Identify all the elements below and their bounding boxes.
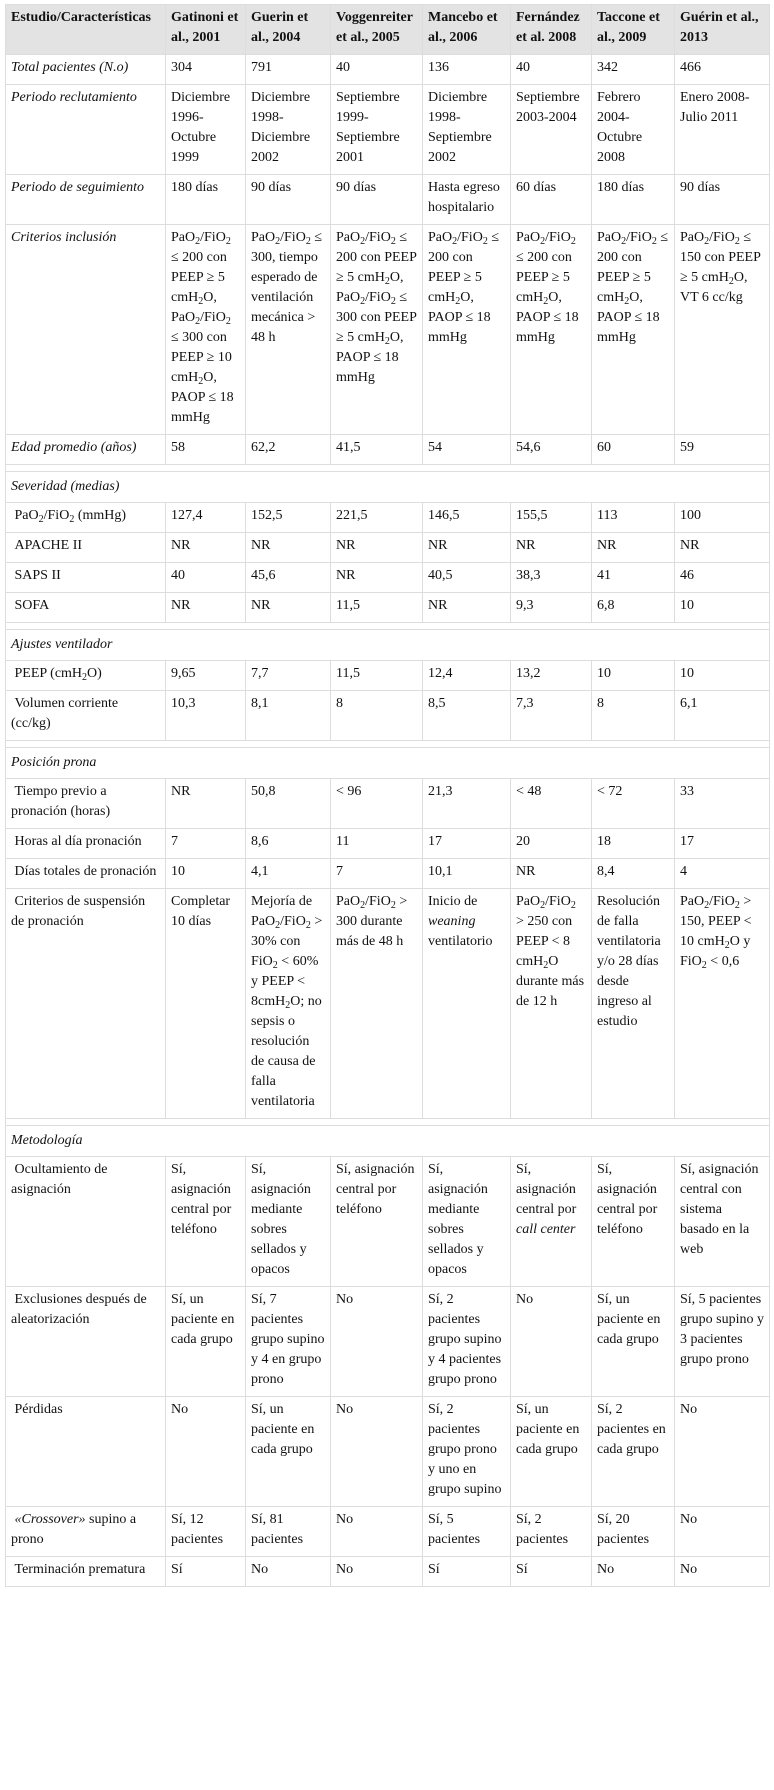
cell: 60 días: [511, 175, 592, 225]
cell: No: [246, 1557, 331, 1587]
cell: 7,3: [511, 691, 592, 741]
header-study: Guerin et al., 2004: [246, 5, 331, 55]
header-study: Mancebo et al., 2006: [423, 5, 511, 55]
cell: 10: [675, 593, 770, 623]
table-row-tidal-volume: [6, 691, 770, 741]
table-row-follow-up-period: [6, 175, 770, 225]
cell: < 48: [511, 779, 592, 829]
cell: 10,3: [166, 691, 246, 741]
section-header-methodology: [6, 1126, 770, 1157]
table-row-suspension-criteria: [6, 889, 770, 1119]
section-title: Ajustes ventilador: [6, 630, 770, 661]
table-row-pafi: [6, 503, 770, 533]
header-study: Voggenreiter et al., 2005: [331, 5, 423, 55]
cell: 180 días: [166, 175, 246, 225]
cell: 4: [675, 859, 770, 889]
cell: No: [675, 1397, 770, 1507]
cell: 40: [511, 55, 592, 85]
header-study: Fernández et al. 2008: [511, 5, 592, 55]
cell: Sí, asignación central por teléfono: [166, 1157, 246, 1287]
cell: No: [511, 1287, 592, 1397]
row-label: Días totales de pronación: [6, 859, 166, 889]
cell: Diciembre 1998-Septiembre 2002: [423, 85, 511, 175]
spacer-row: [6, 741, 770, 748]
cell: 18: [592, 829, 675, 859]
section-title: Severidad (medias): [6, 472, 770, 503]
row-label: Terminación prematura: [6, 1557, 166, 1587]
section-title: Metodología: [6, 1126, 770, 1157]
row-label: Criterios de suspensión de pronación: [6, 889, 166, 1119]
cell: Sí: [511, 1557, 592, 1587]
spacer-row: [6, 465, 770, 472]
cell: 12,4: [423, 661, 511, 691]
cell: NR: [331, 563, 423, 593]
cell: < 96: [331, 779, 423, 829]
cell: 10: [675, 661, 770, 691]
row-label: Horas al día pronación: [6, 829, 166, 859]
cell: 8,1: [246, 691, 331, 741]
table-row-inclusion-criteria: [6, 225, 770, 435]
spacer-row: [6, 623, 770, 630]
cell: PaO$_2$/FiO$_2$ ≤ 200 con PEEP ≥ 5 cmH$_2$O, PaO$_2$/FiO$_2$ ≤ 300 con PEEP ≥ 10 cmH$_2$O, PAOP ≤ 18 mmHg: [166, 225, 246, 435]
table-row-recruitment-period: [6, 85, 770, 175]
cell: 8: [331, 691, 423, 741]
cell: Sí, 5 pacientes: [423, 1507, 511, 1557]
cell: Sí, un paciente en cada grupo: [166, 1287, 246, 1397]
cell: NR: [166, 533, 246, 563]
cell: Completar 10 días: [166, 889, 246, 1119]
cell: Sí, un paciente en cada grupo: [511, 1397, 592, 1507]
section-header-prone-position: [6, 748, 770, 779]
cell: Enero 2008-Julio 2011: [675, 85, 770, 175]
cell: No: [592, 1557, 675, 1587]
cell: 90 días: [675, 175, 770, 225]
cell: Diciembre 1998-Diciembre 2002: [246, 85, 331, 175]
cell: NR: [331, 533, 423, 563]
cell: Inicio de weaning ventilatorio: [423, 889, 511, 1119]
cell: NR: [423, 533, 511, 563]
row-label: Tiempo previo a pronación (horas): [6, 779, 166, 829]
cell: 13,2: [511, 661, 592, 691]
cell: Hasta egreso hospitalario: [423, 175, 511, 225]
row-label: PaO$_2$/FiO$_2$ (mmHg): [6, 503, 166, 533]
cell: Sí, 2 pacientes en cada grupo: [592, 1397, 675, 1507]
cell: Sí, asignación central por teléfono: [331, 1157, 423, 1287]
cell: PaO$_2$/FiO$_2$ ≤ 300, tiempo esperado de ventilación mecánica > 48 h: [246, 225, 331, 435]
row-label: Edad promedio (años): [6, 435, 166, 465]
cell: 7: [166, 829, 246, 859]
table-row-apache: [6, 533, 770, 563]
cell: PaO$_2$/FiO$_2$ > 150, PEEP < 10 cmH$_2$O y FiO$_2$ < 0,6: [675, 889, 770, 1119]
section-header-ventilator-settings: [6, 630, 770, 661]
cell: Sí: [166, 1557, 246, 1587]
cell: PaO$_2$/FiO$_2$ ≤ 200 con PEEP ≥ 5 cmH$_2$O, PAOP ≤ 18 mmHg: [423, 225, 511, 435]
cell: No: [331, 1557, 423, 1587]
row-label: SAPS II: [6, 563, 166, 593]
cell: Sí, asignación mediante sobres sellados y opacos: [423, 1157, 511, 1287]
cell: 58: [166, 435, 246, 465]
cell: 10: [592, 661, 675, 691]
cell: No: [331, 1507, 423, 1557]
row-label: Periodo de seguimiento: [6, 175, 166, 225]
table-row-hours-per-day: [6, 829, 770, 859]
row-label: Volumen corriente (cc/kg): [6, 691, 166, 741]
table-row-crossover: [6, 1507, 770, 1557]
row-label: Criterios inclusión: [6, 225, 166, 435]
row-label: Ocultamiento de asignación: [6, 1157, 166, 1287]
cell: Sí, 2 pacientes grupo prono y uno en grupo supino: [423, 1397, 511, 1507]
table-row-losses: [6, 1397, 770, 1507]
cell: NR: [246, 593, 331, 623]
header-study: Gatinoni et al., 2001: [166, 5, 246, 55]
cell: NR: [423, 593, 511, 623]
cell: 180 días: [592, 175, 675, 225]
cell: NR: [246, 533, 331, 563]
row-label: Pérdidas: [6, 1397, 166, 1507]
cell: Septiembre 1999-Septiembre 2001: [331, 85, 423, 175]
cell: PaO$_2$/FiO$_2$ ≤ 150 con PEEP ≥ 5 cmH$_2$O, VT 6 cc/kg: [675, 225, 770, 435]
section-header-severity: [6, 472, 770, 503]
cell: 146,5: [423, 503, 511, 533]
row-label: SOFA: [6, 593, 166, 623]
cell: 60: [592, 435, 675, 465]
cell: No: [166, 1397, 246, 1507]
cell: 155,5: [511, 503, 592, 533]
cell: Sí, 2 pacientes grupo supino y 4 pacientes grupo prono: [423, 1287, 511, 1397]
cell: Sí, 81 pacientes: [246, 1507, 331, 1557]
cell: 59: [675, 435, 770, 465]
cell: 40: [331, 55, 423, 85]
table-row-total-days: [6, 859, 770, 889]
cell: 33: [675, 779, 770, 829]
cell: PaO$_2$/FiO$_2$ ≤ 200 con PEEP ≥ 5 cmH$_2$O, PAOP ≤ 18 mmHg: [511, 225, 592, 435]
cell: No: [331, 1287, 423, 1397]
cell: 4,1: [246, 859, 331, 889]
cell: 38,3: [511, 563, 592, 593]
cell: 62,2: [246, 435, 331, 465]
cell: Sí, asignación central por teléfono: [592, 1157, 675, 1287]
cell: 11,5: [331, 593, 423, 623]
cell: Sí, asignación central por call center: [511, 1157, 592, 1287]
cell: Sí, 20 pacientes: [592, 1507, 675, 1557]
cell: Mejoría de PaO$_2$/FiO$_2$ > 30% con FiO$_2$ < 60% y PEEP < 8cmH$_2$O; no sepsis o resolución de causa de falla ventilatoria: [246, 889, 331, 1119]
cell: No: [675, 1507, 770, 1557]
cell: 136: [423, 55, 511, 85]
row-label: APACHE II: [6, 533, 166, 563]
cell: Sí, asignación mediante sobres sellados y opacos: [246, 1157, 331, 1287]
table-row-mean-age: [6, 435, 770, 465]
table-row-saps: [6, 563, 770, 593]
cell: NR: [166, 779, 246, 829]
row-label: Exclusiones después de aleatorización: [6, 1287, 166, 1397]
cell: NR: [511, 859, 592, 889]
cell: 10,1: [423, 859, 511, 889]
cell: 54: [423, 435, 511, 465]
cell: No: [331, 1397, 423, 1507]
cell: 466: [675, 55, 770, 85]
row-label: PEEP (cmH$_2$O): [6, 661, 166, 691]
row-label: Periodo reclutamiento: [6, 85, 166, 175]
cell: 7,7: [246, 661, 331, 691]
cell: 113: [592, 503, 675, 533]
cell: 127,4: [166, 503, 246, 533]
cell: 17: [423, 829, 511, 859]
cell: 17: [675, 829, 770, 859]
cell: Septiembre 2003-2004: [511, 85, 592, 175]
cell: No: [675, 1557, 770, 1587]
cell: 221,5: [331, 503, 423, 533]
cell: 8,5: [423, 691, 511, 741]
cell: 40,5: [423, 563, 511, 593]
cell: 8,6: [246, 829, 331, 859]
cell: 11,5: [331, 661, 423, 691]
header-study: Taccone et al., 2009: [592, 5, 675, 55]
cell: Resolución de falla ventilatoria y/o 28 días desde ingreso al estudio: [592, 889, 675, 1119]
cell: PaO$_2$/FiO$_2$ > 250 con PEEP < 8 cmH$_2$O durante más de 12 h: [511, 889, 592, 1119]
row-label: Total pacientes (N.o): [6, 55, 166, 85]
table-row-exclusions: [6, 1287, 770, 1397]
cell: Sí, un paciente en cada grupo: [592, 1287, 675, 1397]
cell: Sí, asignación central con sistema basado en la web: [675, 1157, 770, 1287]
header-characteristics: Estudio/Características: [6, 5, 166, 55]
cell: NR: [592, 533, 675, 563]
cell: 9,3: [511, 593, 592, 623]
cell: 8,4: [592, 859, 675, 889]
cell: 342: [592, 55, 675, 85]
table-row-total-patients: [6, 55, 770, 85]
cell: NR: [675, 533, 770, 563]
table-row-peep: [6, 661, 770, 691]
cell: Diciembre 1996-Octubre 1999: [166, 85, 246, 175]
cell: PaO$_2$/FiO$_2$ ≤ 200 con PEEP ≥ 5 cmH$_2$O, PAOP ≤ 18 mmHg: [592, 225, 675, 435]
cell: 50,8: [246, 779, 331, 829]
cell: 41: [592, 563, 675, 593]
section-title: Posición prona: [6, 748, 770, 779]
cell: 8: [592, 691, 675, 741]
cell: PaO$_2$/FiO$_2$ > 300 durante más de 48 h: [331, 889, 423, 1119]
cell: 45,6: [246, 563, 331, 593]
cell: NR: [166, 593, 246, 623]
cell: Sí, 2 pacientes: [511, 1507, 592, 1557]
cell: 90 días: [331, 175, 423, 225]
cell: Sí, 5 pacientes grupo supino y 3 pacientes grupo prono: [675, 1287, 770, 1397]
table-row-sofa: [6, 593, 770, 623]
cell: 40: [166, 563, 246, 593]
cell: Sí: [423, 1557, 511, 1587]
cell: 152,5: [246, 503, 331, 533]
cell: Sí, 12 pacientes: [166, 1507, 246, 1557]
cell: 9,65: [166, 661, 246, 691]
cell: 6,1: [675, 691, 770, 741]
cell: Sí, 7 pacientes grupo supino y 4 en grupo prono: [246, 1287, 331, 1397]
cell: 100: [675, 503, 770, 533]
cell: Febrero 2004-Octubre 2008: [592, 85, 675, 175]
cell: < 72: [592, 779, 675, 829]
cell: Sí, un paciente en cada grupo: [246, 1397, 331, 1507]
cell: PaO$_2$/FiO$_2$ ≤ 200 con PEEP ≥ 5 cmH$_2$O, PaO$_2$/FiO$_2$ ≤ 300 con PEEP ≥ 5 cmH$_2$O, PAOP ≤ 18 mmHg: [331, 225, 423, 435]
cell: 21,3: [423, 779, 511, 829]
cell: 791: [246, 55, 331, 85]
table-row-allocation-concealment: [6, 1157, 770, 1287]
row-label: «Crossover» supino a prono: [6, 1507, 166, 1557]
cell: NR: [511, 533, 592, 563]
spacer-row: [6, 1119, 770, 1126]
table-row-time-before-proning: [6, 779, 770, 829]
cell: 7: [331, 859, 423, 889]
cell: 11: [331, 829, 423, 859]
cell: 41,5: [331, 435, 423, 465]
cell: 20: [511, 829, 592, 859]
header-row: [6, 5, 770, 55]
cell: 90 días: [246, 175, 331, 225]
cell: 54,6: [511, 435, 592, 465]
cell: 304: [166, 55, 246, 85]
cell: 6,8: [592, 593, 675, 623]
cell: 10: [166, 859, 246, 889]
studies-comparison-table: [5, 4, 770, 1587]
table-row-early-termination: [6, 1557, 770, 1587]
header-study: Guérin et al., 2013: [675, 5, 770, 55]
cell: 46: [675, 563, 770, 593]
